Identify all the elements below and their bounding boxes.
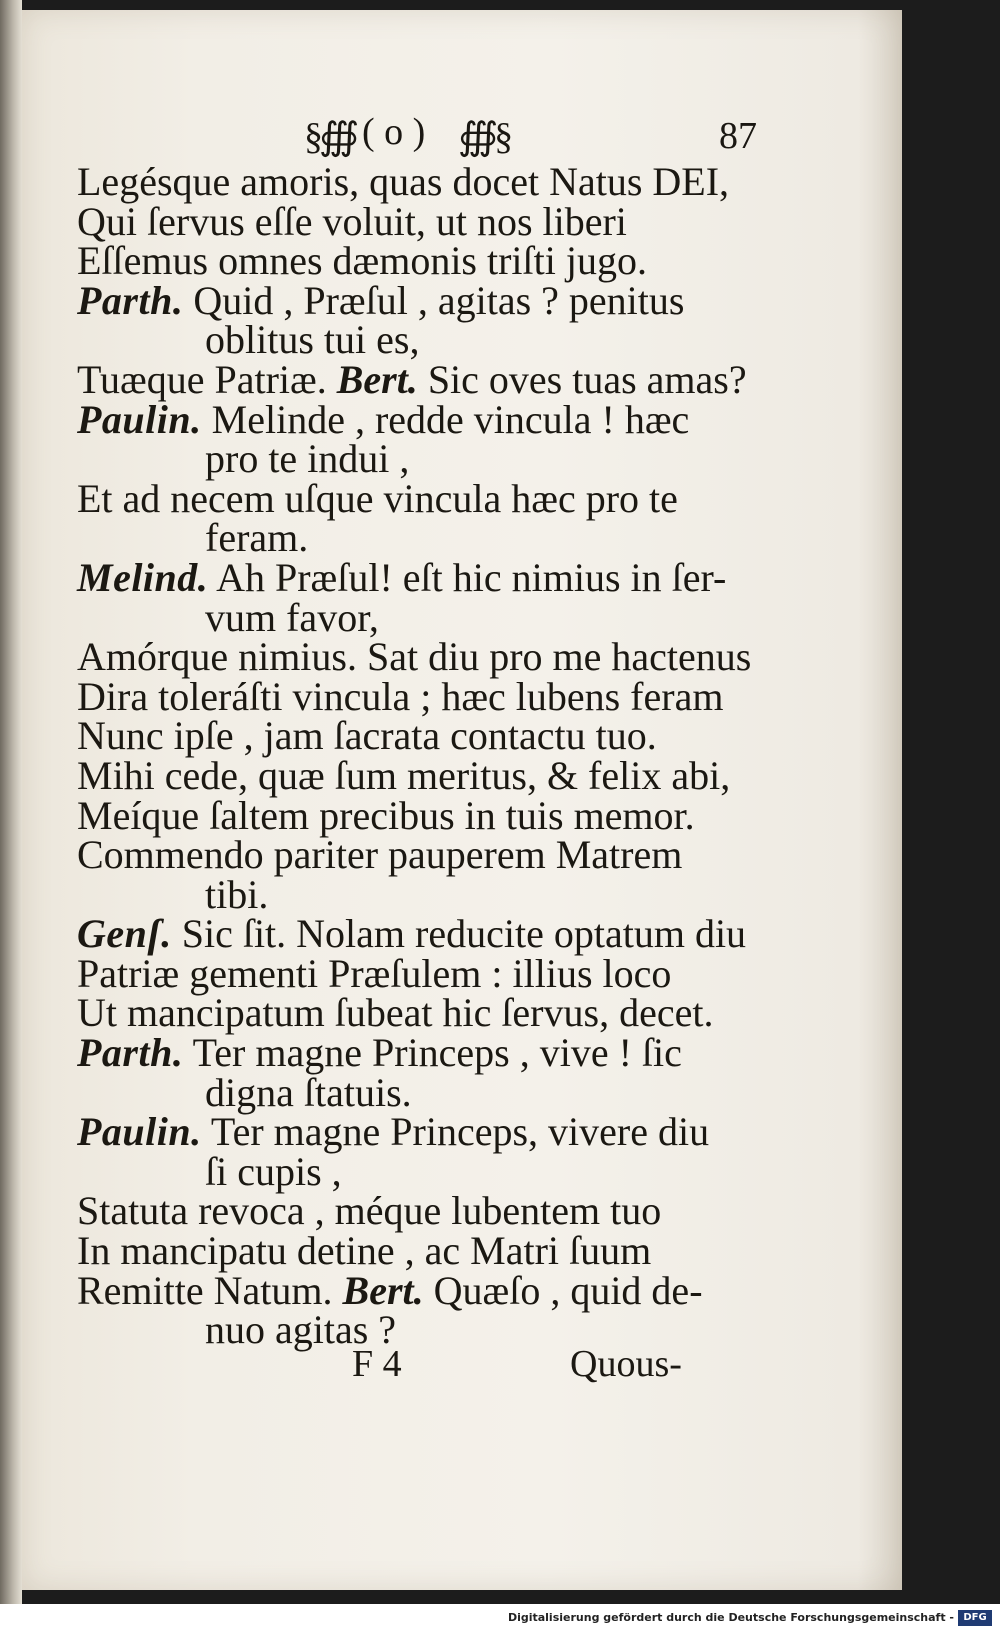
line-text-after: Quæſo , quid de- bbox=[423, 1267, 703, 1313]
credit-text: Digitalisierung gefördert durch die Deutsche Forschungsgemeinschaft - bbox=[507, 1611, 954, 1624]
speaker-name: Parth. bbox=[77, 277, 184, 323]
line-text: Patriæ gementi Præſulem : illius loco bbox=[77, 950, 672, 996]
text-line bbox=[77, 159, 777, 204]
text-line bbox=[77, 475, 777, 521]
line-text: Sic ſit. Nolam reducite optatum diu bbox=[171, 911, 747, 957]
text-line bbox=[77, 950, 777, 996]
text-line bbox=[77, 277, 777, 323]
text-line bbox=[77, 752, 777, 798]
speaker-name: Genſ. bbox=[77, 911, 172, 957]
text-line bbox=[77, 317, 777, 363]
speaker-name-inline: Bert. bbox=[336, 356, 418, 402]
line-text: Ah Præſul! eſt hic nimius in ſer- bbox=[208, 554, 727, 600]
page-gutter bbox=[0, 0, 22, 1604]
text-line bbox=[77, 356, 777, 402]
text-line bbox=[77, 713, 777, 759]
line-text: Meíque ſaltem precibus in tuis memor. bbox=[77, 792, 695, 838]
text-line bbox=[77, 832, 777, 878]
text-line bbox=[77, 990, 777, 1036]
line-text: ſi cupis , bbox=[205, 1148, 342, 1194]
digitization-credit-bar bbox=[0, 1604, 1000, 1632]
line-text: Tuæque Patriæ. bbox=[77, 356, 337, 402]
text-line bbox=[77, 792, 777, 838]
text-line bbox=[77, 198, 777, 244]
text-line bbox=[77, 1228, 777, 1274]
running-head bbox=[282, 106, 922, 166]
text-line bbox=[77, 594, 777, 640]
speaker-name: Melind. bbox=[77, 554, 209, 600]
line-text: Mihi cede, quæ ſum meritus, & felix abi, bbox=[77, 752, 731, 798]
text-line bbox=[77, 1267, 777, 1313]
line-text: Nunc ipſe , jam ſacrata contactu tuo. bbox=[77, 713, 657, 759]
text-line bbox=[77, 673, 777, 719]
speaker-name: Parth. bbox=[77, 1030, 184, 1076]
line-text: oblitus tui es, bbox=[205, 317, 420, 363]
line-text: Commendo pariter pauperem Matrem bbox=[77, 832, 683, 878]
line-text: Dira toleráſti vincula ; hæc lubens feram bbox=[77, 673, 724, 719]
line-text: Statuta revoca , méque lubentem tuo bbox=[77, 1188, 662, 1234]
line-text: Eſſemus omnes dæmonis triſti jugo. bbox=[77, 238, 647, 284]
text-line bbox=[77, 871, 777, 917]
speaker-name: Paulin. bbox=[77, 396, 202, 442]
line-text: Amórque nimius. Sat diu pro me hactenus bbox=[77, 634, 752, 680]
line-text: tibi. bbox=[205, 871, 269, 917]
line-text: Remitte Natum. bbox=[77, 1267, 343, 1313]
speaker-name: Paulin. bbox=[77, 1109, 202, 1155]
line-text: Quid , Præſul , agitas ? penitus bbox=[183, 277, 685, 323]
catchword: Quous- bbox=[570, 1343, 682, 1385]
text-line bbox=[77, 554, 777, 600]
text-line bbox=[77, 634, 777, 680]
speaker-name-inline: Bert. bbox=[342, 1267, 424, 1313]
line-text: nuo agitas ? bbox=[205, 1307, 397, 1353]
line-text: pro te indui , bbox=[205, 436, 410, 482]
line-text: Legésque amoris, quas docet Natus DEI, bbox=[77, 159, 730, 204]
dfg-logo: DFG bbox=[958, 1610, 992, 1626]
verse-text-block bbox=[77, 159, 777, 1353]
sheet-marker: ( o ) bbox=[362, 111, 426, 153]
line-text: Et ad necem uſque vincula hæc pro te bbox=[77, 475, 678, 521]
line-text-after: Sic oves tuas amas? bbox=[417, 356, 747, 402]
text-line bbox=[77, 515, 777, 561]
book-page bbox=[22, 10, 902, 1590]
text-line bbox=[77, 1148, 777, 1194]
text-line bbox=[77, 238, 777, 284]
ornament-right: ∰§ bbox=[458, 116, 510, 158]
text-line bbox=[77, 1109, 777, 1155]
line-text: Melinde , redde vincula ! hæc bbox=[201, 396, 690, 442]
line-text: feram. bbox=[205, 515, 309, 561]
line-text: In mancipatu detine , ac Matri ſuum bbox=[77, 1228, 652, 1274]
line-text: Qui ſervus eſſe voluit, ut nos liberi bbox=[77, 198, 627, 244]
line-text: vum favor, bbox=[205, 594, 379, 640]
line-text: Ter magne Princeps , vive ! ſic bbox=[183, 1030, 682, 1076]
text-line bbox=[77, 436, 777, 482]
ornament-left: §∰ bbox=[304, 116, 356, 158]
text-line bbox=[77, 396, 777, 442]
text-line bbox=[77, 1069, 777, 1115]
text-line bbox=[77, 1030, 777, 1076]
text-line bbox=[77, 911, 777, 957]
page-number: 87 bbox=[719, 115, 757, 157]
signature-mark: F 4 bbox=[352, 1343, 402, 1385]
line-text: digna ſtatuis. bbox=[205, 1069, 412, 1115]
text-line bbox=[77, 1188, 777, 1234]
line-text: Ter magne Princeps, vivere diu bbox=[201, 1109, 710, 1155]
line-text: Ut mancipatum ſubeat hic ſervus, decet. bbox=[77, 990, 714, 1036]
page-footer bbox=[22, 1342, 902, 1392]
